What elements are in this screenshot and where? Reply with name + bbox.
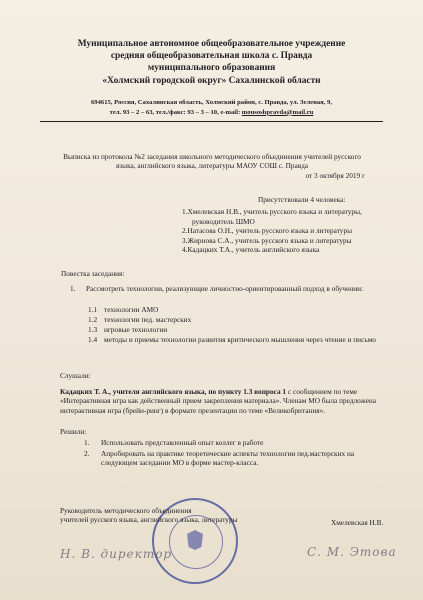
subitem-text: технологии пед. мастерских [104,315,192,324]
resolution-text: Использовать представленный опыт коллег в работе [101,438,264,447]
school-address [40,98,383,117]
subitem-text: игровые технологии [104,325,168,334]
school-header [40,38,383,87]
address-line: 694615, Россия, Сахалинская область, Холмский район, с. Правда, ул. Зеленая, 9, [91,99,332,106]
email-link[interactable]: mousoshpravda@mail.ru [241,108,314,116]
address-phones: тел. 93 – 2 – 63, тел./факс: 93 – 3 – 10, e-mail: [109,108,242,116]
resolution-number: 1. [84,438,90,447]
signature-name: Хмелевская Н.В. [331,518,384,527]
agenda-item-number: 1. [70,284,76,293]
resolved-heading: Решили: [60,427,87,436]
listened-heading: Слушали: [60,371,91,380]
agenda-heading: Повестка заседания: [61,269,125,278]
present-heading: Присутствовали 4 человека: [258,195,346,204]
subitem-number: 1.4 [88,335,98,344]
subitem-text: методы и приемы технологии развития критического мышления через чтение и письмо [104,335,376,344]
seal-emblem-icon [187,530,203,550]
speech-text: с сообщением по теме «Интерактивная игра как действенный прием закрепления материала». Членам МО была предложена интерактивная игра (брейн-ринг) в формате презентации по теме «Великобритания». [60,387,376,415]
address-contacts [40,108,383,118]
speaker: Кадацких Т. А., учителя английского языка, по пункту 1.3 вопроса 1 [60,387,287,396]
attendee-role: руководитель ШМО [192,216,255,226]
attendee: 4.Кадацких Т.А., учитель английского языка [182,245,320,255]
subitem-number: 1.2 [88,315,98,324]
header-divider [40,121,383,122]
resolution-number: 2. [84,449,90,458]
agenda-item-text: Рассмотреть технологии, реализующие личностно-ориентированный подход в обучении: [86,284,364,293]
attendee: 2.Натасова О.Н., учитель русского языка и литературы [182,226,353,236]
subitem-number: 1.1 [88,305,98,314]
subitem-number: 1.3 [88,325,98,334]
signature-title: учителей русского языка, английского языка, литературы [60,515,238,525]
handwritten-signature-left: Н. В. директор [60,547,173,561]
header-line: муниципального образования [147,63,276,74]
header-line: «Холмский городской округ» Сахалинской области [102,75,321,86]
attendee: 1.Хмелевская Н.В., учитель русского языка и литературы, [182,207,362,216]
signature-title: Руководитель методического объединения [60,506,192,515]
signature-block [60,506,300,525]
handwritten-signature-right: С. М. Этова [307,545,397,559]
attendee: 3.Жирнова С.А., учитель русского языка и литературы [182,235,352,245]
subitem-text: технологии АМО [104,305,159,314]
header-line: средняя общеобразовательная школа с. Правда [110,51,313,62]
speech-paragraph [60,387,390,415]
attendees-list [182,207,397,255]
protocol-date: от 3 октября 2019 г [305,171,365,180]
resolution-text: Апробировать на практике теоретические аспекты технологии пед.мастерских на следующем заседании МО в форме мастер-класса. [101,449,355,468]
protocol-title: Выписка из протокола №2 заседания школьного методического объединения учителей русского языка, английского языка, литературы МАОУ СОШ с. Правда [63,152,361,171]
header-line: Муниципальное автономное общеобразовательное учреждение [77,39,346,49]
